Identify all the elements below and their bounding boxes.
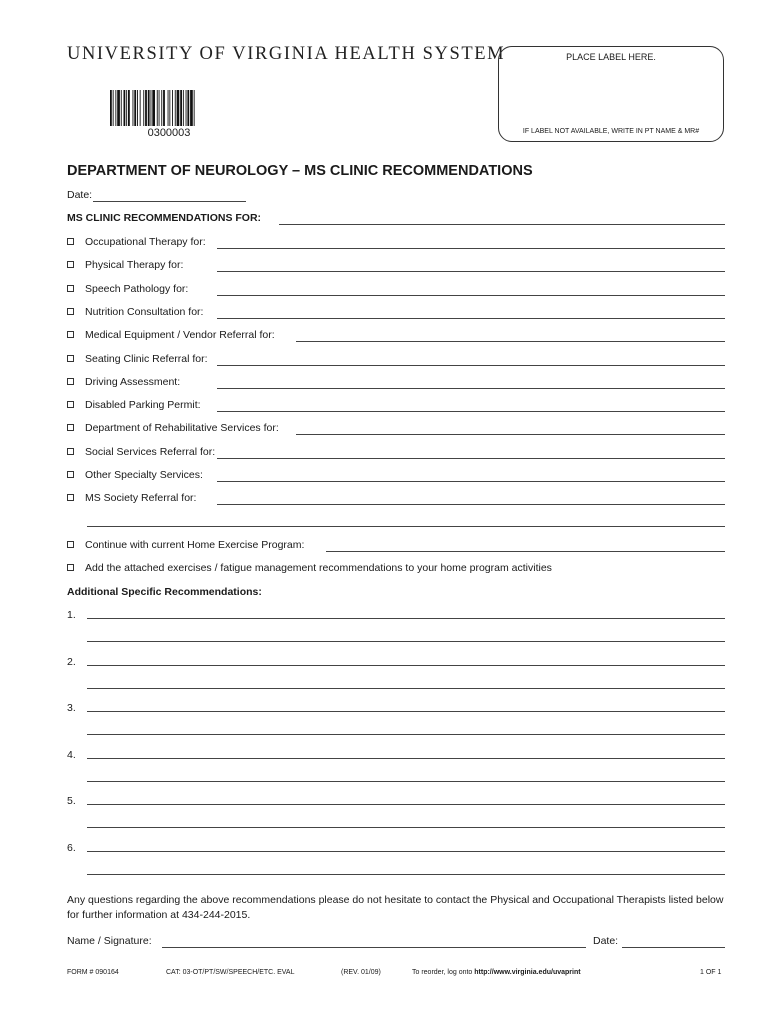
checklist-item-label: Department of Rehabilitative Services for: <box>85 422 279 435</box>
checkbox-item[interactable] <box>67 401 74 408</box>
checkbox-item[interactable] <box>67 308 74 315</box>
recommendation-line[interactable] <box>87 711 725 712</box>
checkbox-item[interactable] <box>67 331 74 338</box>
checklist-item-field[interactable] <box>217 318 725 319</box>
recommendation-line[interactable] <box>87 851 725 852</box>
checkbox-item[interactable] <box>67 238 74 245</box>
recommendation-line[interactable] <box>87 688 725 689</box>
checklist-item-field[interactable] <box>217 458 725 459</box>
checklist-item-field[interactable] <box>217 295 725 296</box>
checklist-item-field[interactable] <box>217 365 725 366</box>
checklist-item-field[interactable] <box>217 411 725 412</box>
recommendation-number: 5. <box>67 795 76 807</box>
checkbox-item[interactable] <box>67 378 74 385</box>
recommendations-for-label: MS CLINIC RECOMMENDATIONS FOR: <box>67 212 262 224</box>
recommendation-number: 4. <box>67 748 76 761</box>
checkbox-item[interactable] <box>67 285 74 292</box>
signature-label: Name / Signature: <box>67 935 152 947</box>
form-number: FORM # 090164 <box>67 969 119 976</box>
checklist-item-field[interactable] <box>296 341 725 342</box>
form-title: DEPARTMENT OF NEUROLOGY – MS CLINIC RECOMMENDATIONS <box>67 163 533 179</box>
recommendation-number: 3. <box>67 702 76 714</box>
checkbox-item[interactable] <box>67 494 74 501</box>
recommendation-line[interactable] <box>87 827 725 828</box>
recommendation-line[interactable] <box>87 641 725 642</box>
home-exercise-label: Continue with current Home Exercise Program: <box>85 539 305 551</box>
recommendation-number: 6. <box>67 841 76 854</box>
checklist-item-field[interactable] <box>296 434 725 435</box>
recommendation-line[interactable] <box>87 618 725 619</box>
checklist-item-label: Social Services Referral for: <box>85 445 216 458</box>
reorder-info <box>412 969 581 976</box>
checklist-item-field[interactable] <box>217 388 725 389</box>
attached-exercises-label: Add the attached exercises / fatigue management recommendations to your home program activities <box>85 562 552 574</box>
checklist-item-label: Speech Pathology for: <box>85 282 189 295</box>
recommendations-for-field[interactable] <box>279 224 725 225</box>
form-revision: (REV. 01/09) <box>341 969 381 976</box>
recommendation-line[interactable] <box>87 758 725 759</box>
additional-recommendations-label: Additional Specific Recommendations: <box>67 586 262 598</box>
recommendation-number: 1. <box>67 609 76 621</box>
checkbox-item[interactable] <box>67 355 74 362</box>
checklist-item-label: Disabled Parking Permit: <box>85 399 201 412</box>
checkbox-item[interactable] <box>67 424 74 431</box>
form-category: CAT: 03-OT/PT/SW/SPEECH/ETC. EVAL <box>166 969 295 976</box>
checklist-item-label: Driving Assessment: <box>85 375 181 388</box>
checklist-item-field[interactable] <box>217 481 725 482</box>
checklist-item-label: Medical Equipment / Vendor Referral for: <box>85 329 275 342</box>
organization-name: UNIVERSITY OF VIRGINIA HEALTH SYSTEM <box>67 44 506 64</box>
checkbox-attached-exercises[interactable] <box>67 564 74 571</box>
checklist-item-label: Occupational Therapy for: <box>85 236 206 248</box>
date-field[interactable] <box>93 201 246 202</box>
recommendation-line[interactable] <box>87 781 725 782</box>
checklist-extra-line[interactable] <box>87 526 725 527</box>
checklist-item-label: Nutrition Consultation for: <box>85 305 204 318</box>
checklist-item-label: MS Society Referral for: <box>85 492 197 505</box>
contact-instructions: Any questions regarding the above recommendations please do not hesitate to contact the Physical and Occupational Therapists listed below for further information at 434-244-2015. <box>67 894 724 921</box>
barcode-number: 0300003 <box>147 127 191 139</box>
recommendation-line[interactable] <box>87 804 725 805</box>
checklist-item-field[interactable] <box>217 504 725 505</box>
signature-field[interactable] <box>162 947 586 948</box>
home-exercise-field[interactable] <box>326 551 725 552</box>
signature-date-field[interactable] <box>622 947 725 948</box>
reorder-link[interactable]: http://www.virginia.edu/uvaprint <box>474 969 581 976</box>
checklist-item-label: Seating Clinic Referral for: <box>85 352 208 365</box>
checkbox-item[interactable] <box>67 261 74 268</box>
label-box-instruction: PLACE LABEL HERE. <box>566 52 656 62</box>
checklist-item-field[interactable] <box>217 248 725 249</box>
page-number: 1 OF 1 <box>700 969 722 976</box>
recommendation-line[interactable] <box>87 874 725 875</box>
checklist-item-label: Physical Therapy for: <box>85 259 184 272</box>
checkbox-item[interactable] <box>67 471 74 478</box>
recommendation-line[interactable] <box>87 665 725 666</box>
checklist-item-field[interactable] <box>217 271 725 272</box>
barcode <box>110 90 228 126</box>
reorder-prefix: To reorder, log onto <box>412 969 475 976</box>
recommendation-line[interactable] <box>87 734 725 735</box>
checkbox-home-exercise[interactable] <box>67 541 74 548</box>
signature-date-label: Date: <box>593 935 619 947</box>
checkbox-item[interactable] <box>67 448 74 455</box>
date-label: Date: <box>67 189 93 201</box>
label-box-fallback-instruction: IF LABEL NOT AVAILABLE, WRITE IN PT NAME & MR# <box>522 128 700 135</box>
checklist-item-label: Other Specialty Services: <box>85 469 203 481</box>
recommendation-number: 2. <box>67 655 76 668</box>
